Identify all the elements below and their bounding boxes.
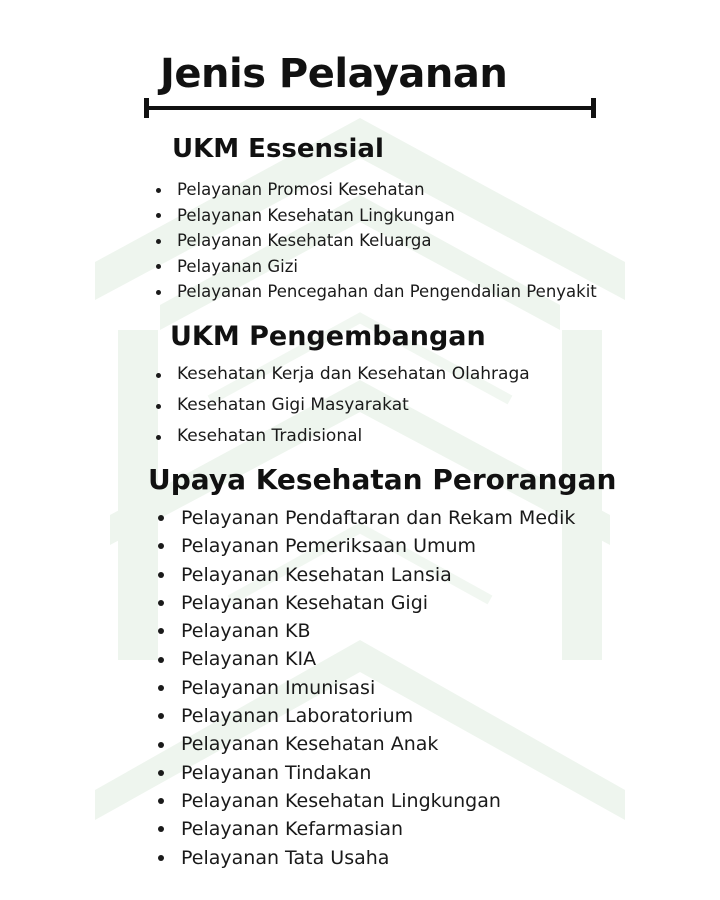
list-item-label: Pelayanan Kesehatan Anak — [181, 733, 439, 756]
list-item-label: Pelayanan Kesehatan Keluarga — [177, 231, 432, 250]
bullet-icon — [158, 742, 164, 748]
list-item — [181, 645, 575, 673]
bullet-icon — [156, 435, 161, 440]
list-item — [181, 815, 575, 843]
list-item-label: Pelayanan KB — [181, 620, 311, 643]
bullet-icon — [156, 290, 161, 295]
list-ukm-essensial — [177, 177, 597, 305]
list-item-label: Pelayanan Pemeriksaan Umum — [181, 535, 477, 558]
page-title: Jenis Pelayanan — [160, 51, 508, 97]
list-item — [181, 759, 575, 787]
bullet-icon — [158, 798, 164, 804]
section-heading-upaya-kesehatan-perorangan: Upaya Kesehatan Perorangan — [148, 463, 617, 496]
list-item-label: Pelayanan Imunisasi — [181, 676, 376, 699]
list-item-label: Pelayanan Pendaftaran dan Rekam Medik — [181, 507, 576, 529]
bullet-icon — [156, 239, 161, 244]
list-item — [177, 203, 597, 229]
list-item — [181, 787, 575, 815]
list-item-label: Pelayanan KIA — [181, 648, 317, 671]
list-item — [181, 730, 575, 758]
list-item-label: Kesehatan Kerja dan Kesehatan Olahraga — [177, 364, 530, 384]
list-item-label: Pelayanan Kesehatan Lansia — [181, 563, 452, 586]
list-item — [177, 359, 530, 390]
list-upaya-kesehatan-perorangan — [181, 504, 575, 872]
list-item-label: Pelayanan Tata Usaha — [181, 846, 390, 869]
list-item-label: Pelayanan Promosi Kesehatan — [177, 180, 425, 199]
list-item-label: Pelayanan Pencegahan dan Pengendalian Penyakit — [177, 282, 597, 301]
list-item-label: Pelayanan Kesehatan Lingkungan — [181, 789, 501, 812]
bullet-icon — [158, 770, 164, 776]
bullet-icon — [158, 685, 164, 691]
list-item — [181, 844, 575, 872]
list-item — [181, 674, 575, 702]
bullet-icon — [158, 713, 164, 719]
section-heading-ukm-pengembangan: UKM Pengembangan — [170, 321, 486, 352]
list-item — [181, 532, 575, 560]
list-item — [177, 279, 597, 305]
bullet-icon — [158, 826, 164, 832]
bullet-icon — [158, 543, 164, 549]
list-item — [181, 504, 575, 532]
section-heading-ukm-essensial: UKM Essensial — [172, 134, 384, 164]
list-item — [181, 702, 575, 730]
list-item-label: Pelayanan Tindakan — [181, 761, 372, 784]
bullet-icon — [158, 855, 164, 861]
list-item-label: Pelayanan Kesehatan Gigi — [181, 591, 429, 614]
bullet-icon — [156, 188, 161, 193]
list-item — [177, 421, 530, 452]
list-item — [177, 390, 530, 421]
list-item-label: Kesehatan Gigi Masyarakat — [177, 395, 409, 415]
bullet-icon — [158, 657, 164, 663]
bullet-icon — [158, 600, 164, 606]
list-item-label: Pelayanan Gizi — [177, 256, 298, 276]
bullet-icon — [156, 264, 161, 269]
list-item-label: Pelayanan Laboratorium — [181, 705, 414, 728]
list-item — [181, 617, 575, 645]
list-item — [181, 589, 575, 617]
list-item — [177, 228, 597, 254]
bullet-icon — [158, 628, 164, 634]
list-item — [177, 177, 597, 203]
list-item-label: Kesehatan Tradisional — [177, 426, 363, 446]
list-item-label: Pelayanan Kesehatan Lingkungan — [177, 205, 455, 225]
list-ukm-pengembangan — [177, 359, 530, 452]
bullet-icon — [156, 373, 161, 378]
list-item-label: Pelayanan Kefarmasian — [181, 818, 404, 841]
title-underline-rule — [144, 95, 596, 121]
bullet-icon — [156, 404, 161, 409]
bullet-icon — [158, 572, 164, 578]
bullet-icon — [158, 515, 164, 521]
list-item — [181, 561, 575, 589]
bullet-icon — [156, 213, 161, 218]
list-item — [177, 254, 597, 280]
